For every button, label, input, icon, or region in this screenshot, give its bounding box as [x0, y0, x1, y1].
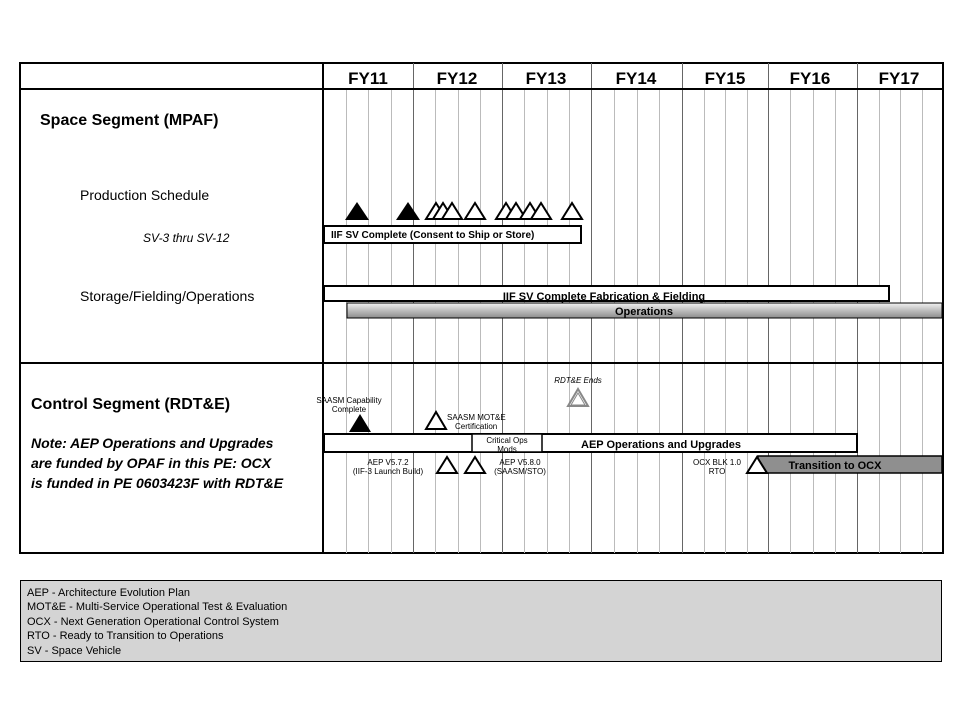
fy12-header: FY12 [436, 69, 478, 88]
control-segment-title: Control Segment (RDT&E) [31, 396, 231, 413]
fabrication-fielding-label: IIF SV Complete Fabrication & Fielding [502, 291, 706, 303]
rdte-ends-label: RDT&E Ends [554, 376, 602, 385]
aep-580-label-2: (SAASM/STO) [494, 467, 546, 476]
critical-ops-label-1: Critical Ops [486, 436, 528, 445]
saasm-capability-label-1: SAASM Capability [316, 396, 382, 405]
fy11-header: FY11 [348, 69, 388, 88]
legend-entry-mote: MOT&E - Multi-Service Operational Test & Evaluation [27, 601, 288, 614]
ocx-blk-label-2: RTO [708, 467, 726, 476]
legend-entry-ocx: OCX - Next Generation Operational Control System [27, 615, 279, 628]
operations-label: Operations [614, 306, 674, 318]
critical-ops-label-2: Mods [497, 445, 517, 454]
note-line-3: is funded in PE 0603423F with RDT&E [31, 475, 284, 491]
iif-sv-complete-label: IIF SV Complete (Consent to Ship or Store) [331, 230, 535, 241]
space-segment-title: Space Segment (MPAF) [40, 112, 219, 129]
saasm-capability-label-2: Complete [331, 405, 367, 414]
sv-range-label: SV-3 thru SV-12 [143, 231, 230, 245]
production-schedule-label: Production Schedule [80, 187, 210, 203]
legend-entry-rto: RTO - Ready to Transition to Operations [27, 630, 224, 643]
saasm-mote-label-2: Certification [455, 422, 498, 431]
acronym-legend [20, 580, 942, 662]
fy13-header: FY13 [525, 69, 567, 88]
note-line-1: Note: AEP Operations and Upgrades [31, 435, 274, 451]
fy16-header: FY16 [789, 69, 831, 88]
aep-572-label-2: (IIF-3 Launch Build) [352, 467, 424, 476]
note-line-2: are funded by OPAF in this PE: OCX [31, 455, 272, 471]
saasm-mote-label-1: SAASM MOT&E [447, 413, 506, 422]
legend-entry-sv: SV - Space Vehicle [27, 644, 122, 657]
fy14-header: FY14 [615, 69, 657, 88]
fy17-header: FY17 [878, 69, 920, 88]
storage-fielding-label: Storage/Fielding/Operations [80, 288, 255, 304]
ocx-blk-label-1: OCX BLK 1.0 [692, 458, 742, 467]
legend-entry-aep: AEP - Architecture Evolution Plan [27, 587, 191, 599]
fy15-header: FY15 [704, 69, 746, 88]
aep-operations-label: AEP Operations and Upgrades [581, 439, 741, 451]
aep-572-label-1: AEP V5.7.2 [367, 458, 409, 467]
aep-580-label-1: AEP V5.8.0 [499, 458, 541, 467]
transition-ocx-label: Transition to OCX [788, 460, 882, 472]
